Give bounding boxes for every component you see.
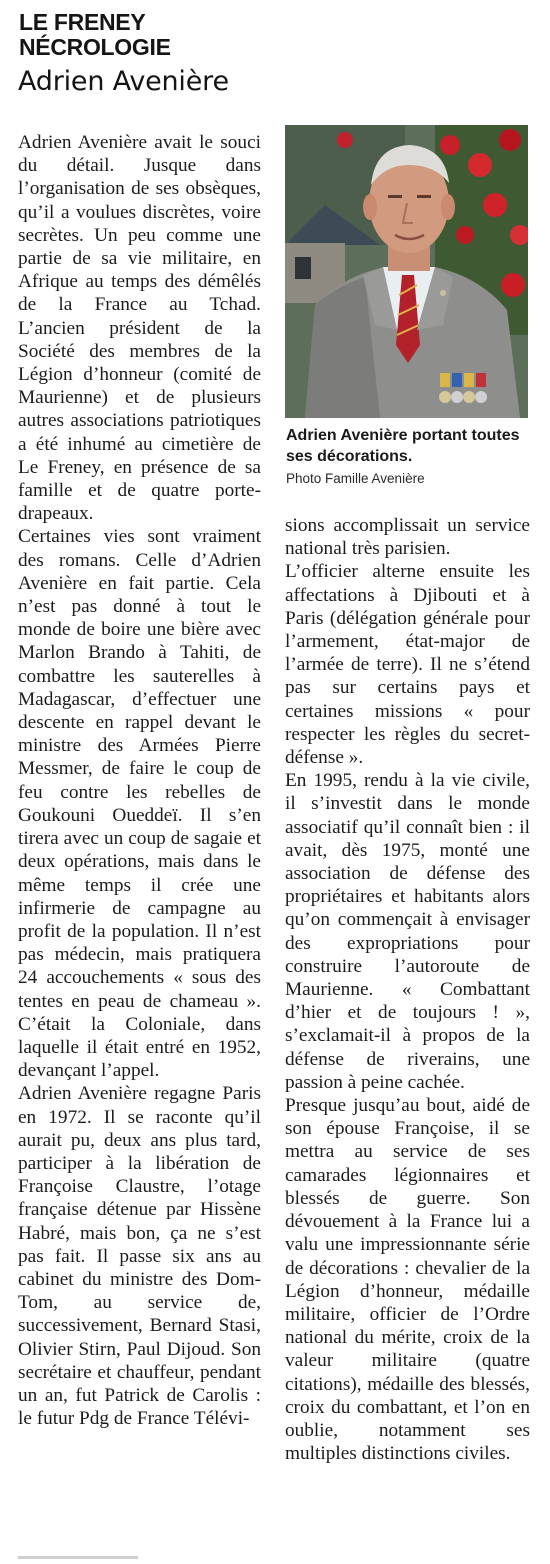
kicker-section: NÉCROLOGIE — [19, 34, 171, 60]
photo-caption: Adrien Avenière portant toutes ses décorations. — [286, 427, 520, 465]
article-column-left — [18, 131, 261, 1430]
page-footer-divider — [18, 1556, 138, 1559]
photo-credit: Photo Famille Avenière — [286, 471, 425, 486]
portrait-illustration — [285, 125, 528, 418]
kicker-location: LE FRENEY — [19, 9, 146, 35]
article-headline: Adrien Avenière — [18, 66, 229, 97]
paragraph: L’officier alterne ensuite les affectations à Djibouti et à Paris (délégation générale pour l’armement, état-major de l’armée de terre). Il ne s’étend pas sur certains pays et certaines missions « pour respecter les règles du secret-défense ». — [285, 561, 530, 769]
paragraph: Adrien Avenière regagne Paris en 1972. Il se raconte qu’il aurait pu, deux ans plus tard, participer à la libération de Françoise Claustre, l’otage française détenue par Hissène Habré, mais bon, ça ne s’est pas fait. Il passe six ans au cabinet du ministre des Dom-Tom, au service de, successivement, Bernard Stasi, Olivier Stirn, Paul Dijoud. Son secrétaire et chauffeur, pendant un an, fut Patrick de Carolis : le futur Pdg de France Télévi- — [18, 1083, 261, 1430]
paragraph: Presque jusqu’au bout, aidé de son épouse Françoise, il se mettra au service de ses camarades légionnaires et blessés de guerre. Son dévouement à la France lui a valu une impressionnante série de décorations : chevalier de la Légion d’honneur, médaille militaire, officier de l’Ordre national du mérite, croix de la valeur militaire (quatre citations), médaille des blessés, croix du combattant, et l’on en oublie, notamment ses multiples distinctions civiles. — [285, 1095, 530, 1465]
article-column-right — [285, 514, 530, 1465]
paragraph: sions accomplissait un service national très parisien. — [285, 515, 530, 560]
paragraph: En 1995, rendu à la vie civile, il s’investit dans le monde associatif qu’il connaît bien : il avait, dès 1975, monté une association de défense des propriétaires et habitants alors qu’on commençait à envisager des expropriations pour construire l’autoroute de Maurienne. « Combattant d’hier et de toujours ! », s’exclamait-il à propos de la défense de riverains, une passion à peine cachée. — [285, 770, 530, 1093]
paragraph: Certaines vies sont vraiment des romans. Celle d’Adrien Avenière en fait partie. Cela n’est pas donné à tout le monde de boire une bière avec Marlon Brando à Tahiti, de combattre les sauterelles à Madagascar, d’effectuer une descente en rappel devant le ministre des Armées Pierre Messmer, de faire le coup de feu contre les rebelles de Goukouni Oueddeï. Il s’en tirera avec un coup de sagaie et deux opérations, mais dans le même temps il crée une infirmerie de campagne au profit de la population. Il n’est pas médecin, mais pratiquera 24 accouchements « sous des tentes en peau de chameau ». C’était la Coloniale, dans laquelle il était entré en 1952, devançant l’appel. — [18, 526, 261, 1082]
portrait-photo — [285, 125, 528, 418]
paragraph: Adrien Avenière avait le souci du détail. Jusque dans l’organisation de ses obsèques, qu’il a voulues discrètes, voire secrètes. Un peu comme une partie de sa vie militaire, en Afrique au temps des démêlés de la France au Tchad. L’ancien président de la Société des membres de la Légion d’honneur (comité de Maurienne) et de plusieurs autres associations patriotiques a été inhumé au cimetière de Le Freney, en présence de sa famille et de quatre porte-drapeaux. — [18, 132, 261, 525]
article-kicker — [19, 10, 171, 60]
